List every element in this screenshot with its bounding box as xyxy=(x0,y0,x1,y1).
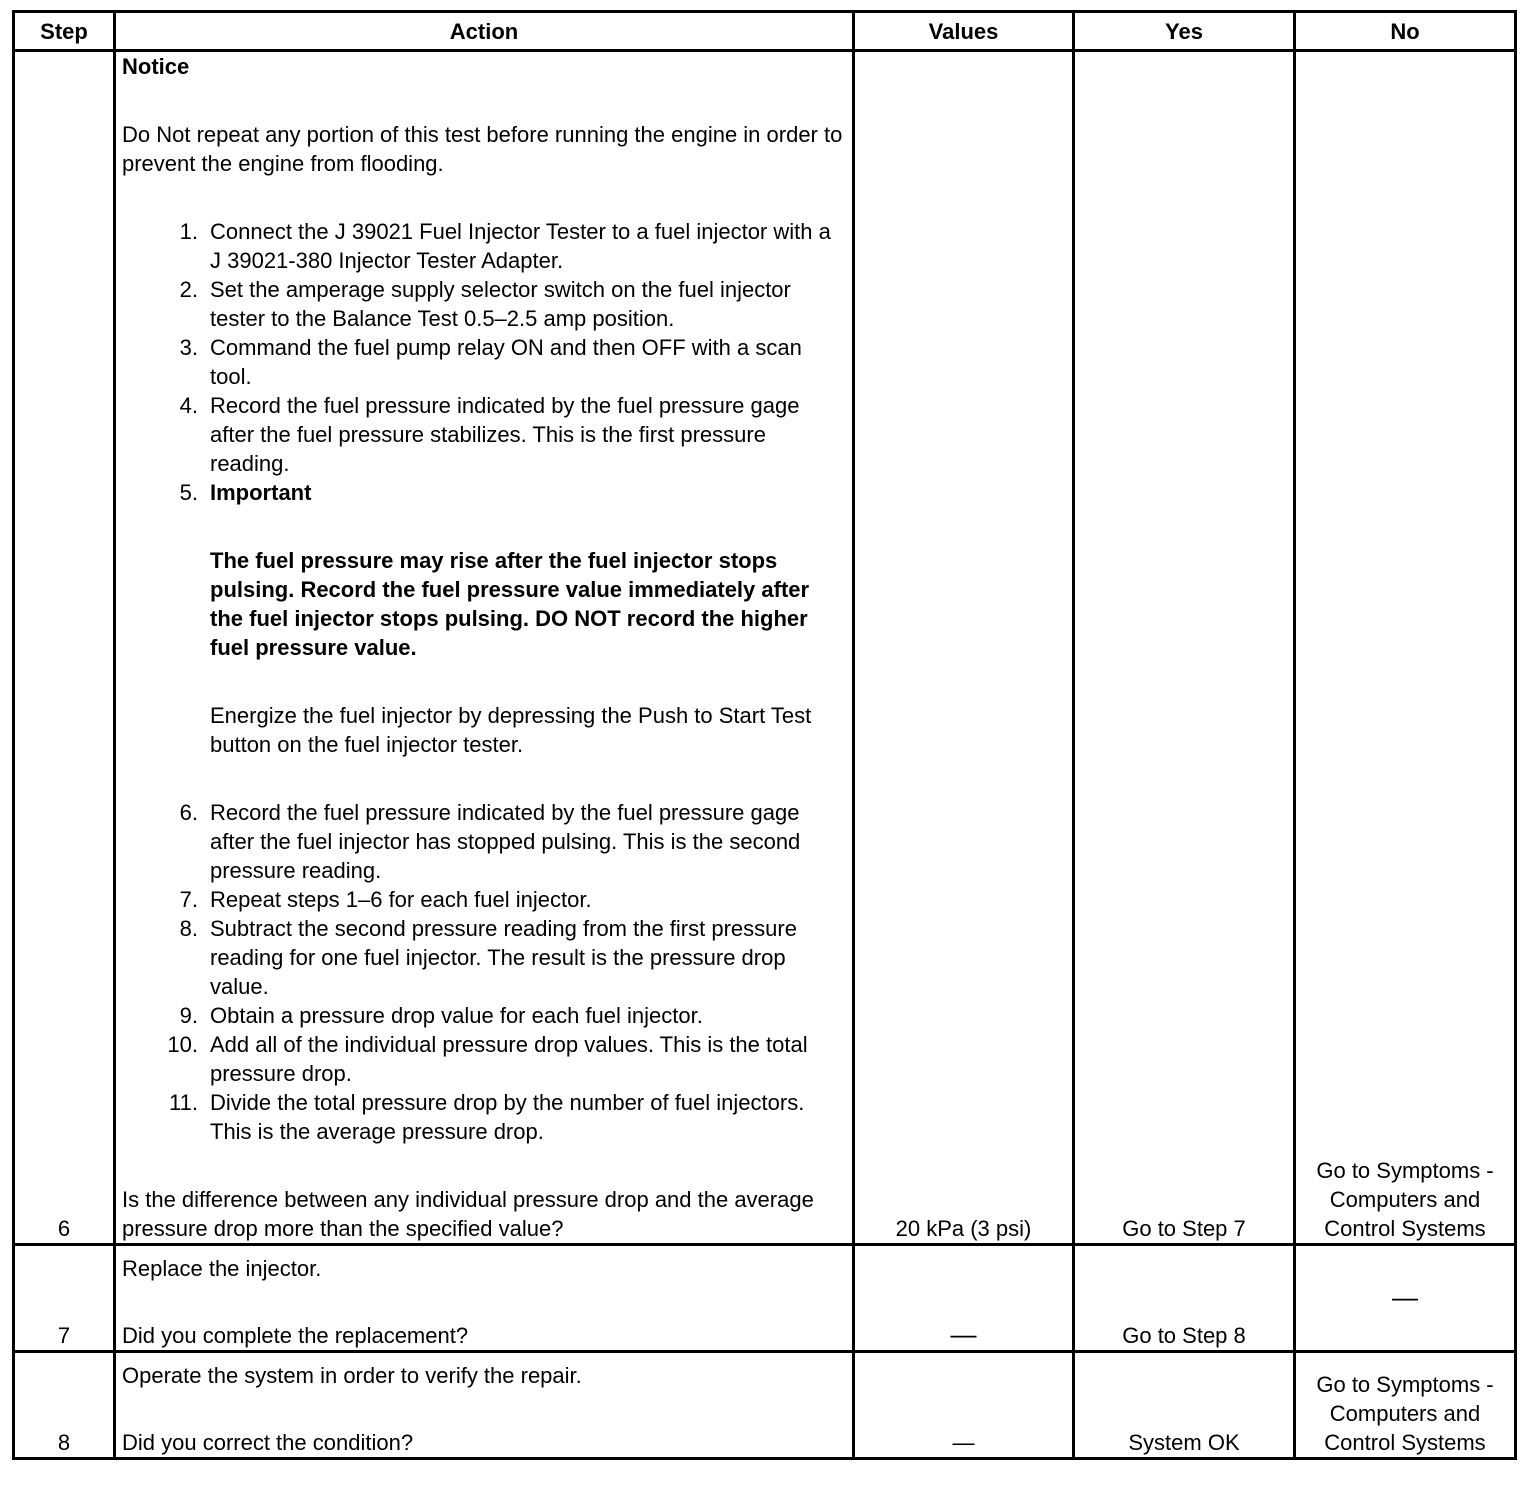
value-cell xyxy=(854,1245,1074,1352)
important-text: The fuel pressure may rise after the fuel injector stops pulsing. Record the fuel pressure value immediately after the fuel injector stops pulsing. DO NOT record the higher fuel pressure value. xyxy=(210,548,810,660)
list-item: 11. Divide the total pressure drop by the number of fuel injectors. This is the average pressure drop. xyxy=(169,1090,805,1144)
value-cell: — xyxy=(854,1352,1074,1459)
procedure-list-continued xyxy=(122,798,846,1146)
list-item: 2. Set the amperage supply selector switch on the fuel injector tester to the Balance Test 0.5–2.5 amp position. xyxy=(179,277,791,331)
table-row-step-8 xyxy=(14,1352,1516,1459)
no-cell: Go to Symptoms - Computers and Control Systems xyxy=(1295,1352,1516,1459)
energize-text-item xyxy=(122,701,846,759)
yes-cell: Go to Step 8 xyxy=(1074,1245,1295,1352)
yes-cell: System OK xyxy=(1074,1352,1295,1459)
action-text: Replace the injector. xyxy=(122,1256,322,1281)
header-row xyxy=(14,12,1516,51)
action-cell xyxy=(115,51,854,1245)
value-cell: 20 kPa (3 psi) xyxy=(854,51,1074,1245)
notice-label: Notice xyxy=(122,54,190,79)
important-text-item xyxy=(122,546,846,662)
question-text: Is the difference between any individual pressure drop and the average pressure drop more than the specified value? xyxy=(122,1187,814,1241)
list-item: 5. Important xyxy=(179,480,312,505)
energize-text: Energize the fuel injector by depressing the Push to Start Test button on the fuel injector tester. xyxy=(210,703,812,757)
list-item: 9. Obtain a pressure drop value for each fuel injector. xyxy=(179,1003,703,1028)
action-text: Operate the system in order to verify the repair. xyxy=(122,1363,582,1388)
step-number: 7 xyxy=(14,1245,115,1352)
step-number: 8 xyxy=(14,1352,115,1459)
action-cell xyxy=(115,1352,854,1459)
list-item: 7. Repeat steps 1–6 for each fuel injector. xyxy=(179,887,592,912)
dash: — xyxy=(950,1319,977,1349)
list-item: 3. Command the fuel pump relay ON and then OFF with a scan tool. xyxy=(179,335,802,389)
question-text: Did you correct the condition? xyxy=(122,1430,414,1455)
list-item: 6. Record the fuel pressure indicated by the fuel pressure gage after the fuel injector has stopped pulsing. This is the second pressure reading. xyxy=(179,800,801,883)
table-row-step-7 xyxy=(14,1245,1516,1352)
list-item: 8. Subtract the second pressure reading from the first pressure reading for one fuel injector. The result is the pressure drop value. xyxy=(179,916,797,999)
procedure-list xyxy=(122,217,846,507)
action-cell xyxy=(115,1245,854,1352)
no-cell: Go to Symptoms - Computers and Control Systems xyxy=(1295,51,1516,1245)
notice-text: Do Not repeat any portion of this test before running the engine in order to prevent the engine from flooding. xyxy=(122,122,843,176)
header-step: Step xyxy=(14,12,115,51)
header-values: Values xyxy=(854,12,1074,51)
list-item: 4. Record the fuel pressure indicated by the fuel pressure gage after the fuel pressure stabilizes. This is the first pressure reading. xyxy=(179,393,800,476)
list-item: 10. Add all of the individual pressure drop values. This is the total pressure drop. xyxy=(167,1032,808,1086)
header-action: Action xyxy=(115,12,854,51)
diagnostic-table xyxy=(12,10,1517,1460)
table-row-step-6 xyxy=(14,51,1516,1245)
header-yes: Yes xyxy=(1074,12,1295,51)
yes-cell: Go to Step 7 xyxy=(1074,51,1295,1245)
no-cell xyxy=(1295,1245,1516,1352)
question-text: Did you complete the replacement? xyxy=(122,1323,469,1348)
list-item: 1. Connect the J 39021 Fuel Injector Tester to a fuel injector with a J 39021-380 Injector Tester Adapter. xyxy=(179,219,831,273)
step-number: 6 xyxy=(14,51,115,1245)
dash: — xyxy=(1392,1282,1418,1312)
header-no: No xyxy=(1295,12,1516,51)
